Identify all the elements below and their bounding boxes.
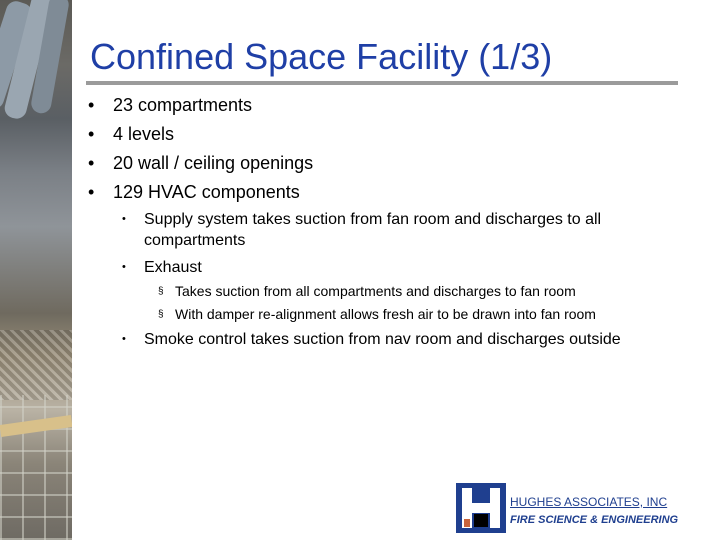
list-item bbox=[88, 178, 313, 207]
bullet-marker: • bbox=[88, 153, 95, 173]
hvac-photo bbox=[0, 0, 72, 540]
hughes-logo-icon bbox=[456, 483, 506, 533]
bullet-text: With damper re-alignment allows fresh air to be drawn into fan room bbox=[175, 306, 596, 322]
bullet-text: 129 HVAC components bbox=[113, 182, 300, 202]
bullet-text: Takes suction from all compartments and discharges to fan room bbox=[175, 283, 576, 299]
bullet-text: Exhaust bbox=[144, 259, 202, 276]
bullet-text: Smoke control takes suction from nav room and discharges outside bbox=[144, 331, 621, 348]
company-tagline: FIRE SCIENCE & ENGINEERING bbox=[510, 514, 679, 526]
smoke-control-list bbox=[122, 329, 682, 350]
bullet-marker: § bbox=[158, 286, 164, 297]
slide-title: Confined Space Facility (1/3) bbox=[90, 36, 553, 77]
title-divider bbox=[86, 81, 678, 85]
list-item bbox=[122, 329, 682, 350]
company-name: HUGHES ASSOCIATES, INC bbox=[510, 495, 668, 509]
bullet-text: 20 wall / ceiling openings bbox=[113, 153, 314, 173]
list-item bbox=[88, 149, 313, 178]
list-item bbox=[122, 209, 682, 251]
bullet-text: Supply system takes suction from fan room and discharges to all compartments bbox=[144, 211, 602, 249]
main-bullet-list bbox=[88, 91, 313, 207]
exhaust-detail-list bbox=[158, 280, 698, 326]
list-item bbox=[122, 257, 682, 278]
bullet-text: 4 levels bbox=[113, 124, 175, 144]
list-item bbox=[88, 120, 313, 149]
list-item bbox=[88, 91, 313, 120]
bullet-marker: • bbox=[88, 124, 95, 144]
bullet-marker: § bbox=[158, 309, 164, 320]
bullet-marker: • bbox=[88, 95, 95, 115]
bullet-marker: • bbox=[122, 261, 126, 273]
list-item bbox=[158, 280, 698, 303]
bullet-marker: • bbox=[88, 182, 95, 202]
sub-bullet-list bbox=[122, 209, 682, 278]
bullet-marker: • bbox=[122, 213, 126, 225]
bullet-text: 23 compartments bbox=[113, 95, 253, 115]
list-item bbox=[158, 303, 698, 326]
bullet-marker: • bbox=[122, 333, 126, 345]
